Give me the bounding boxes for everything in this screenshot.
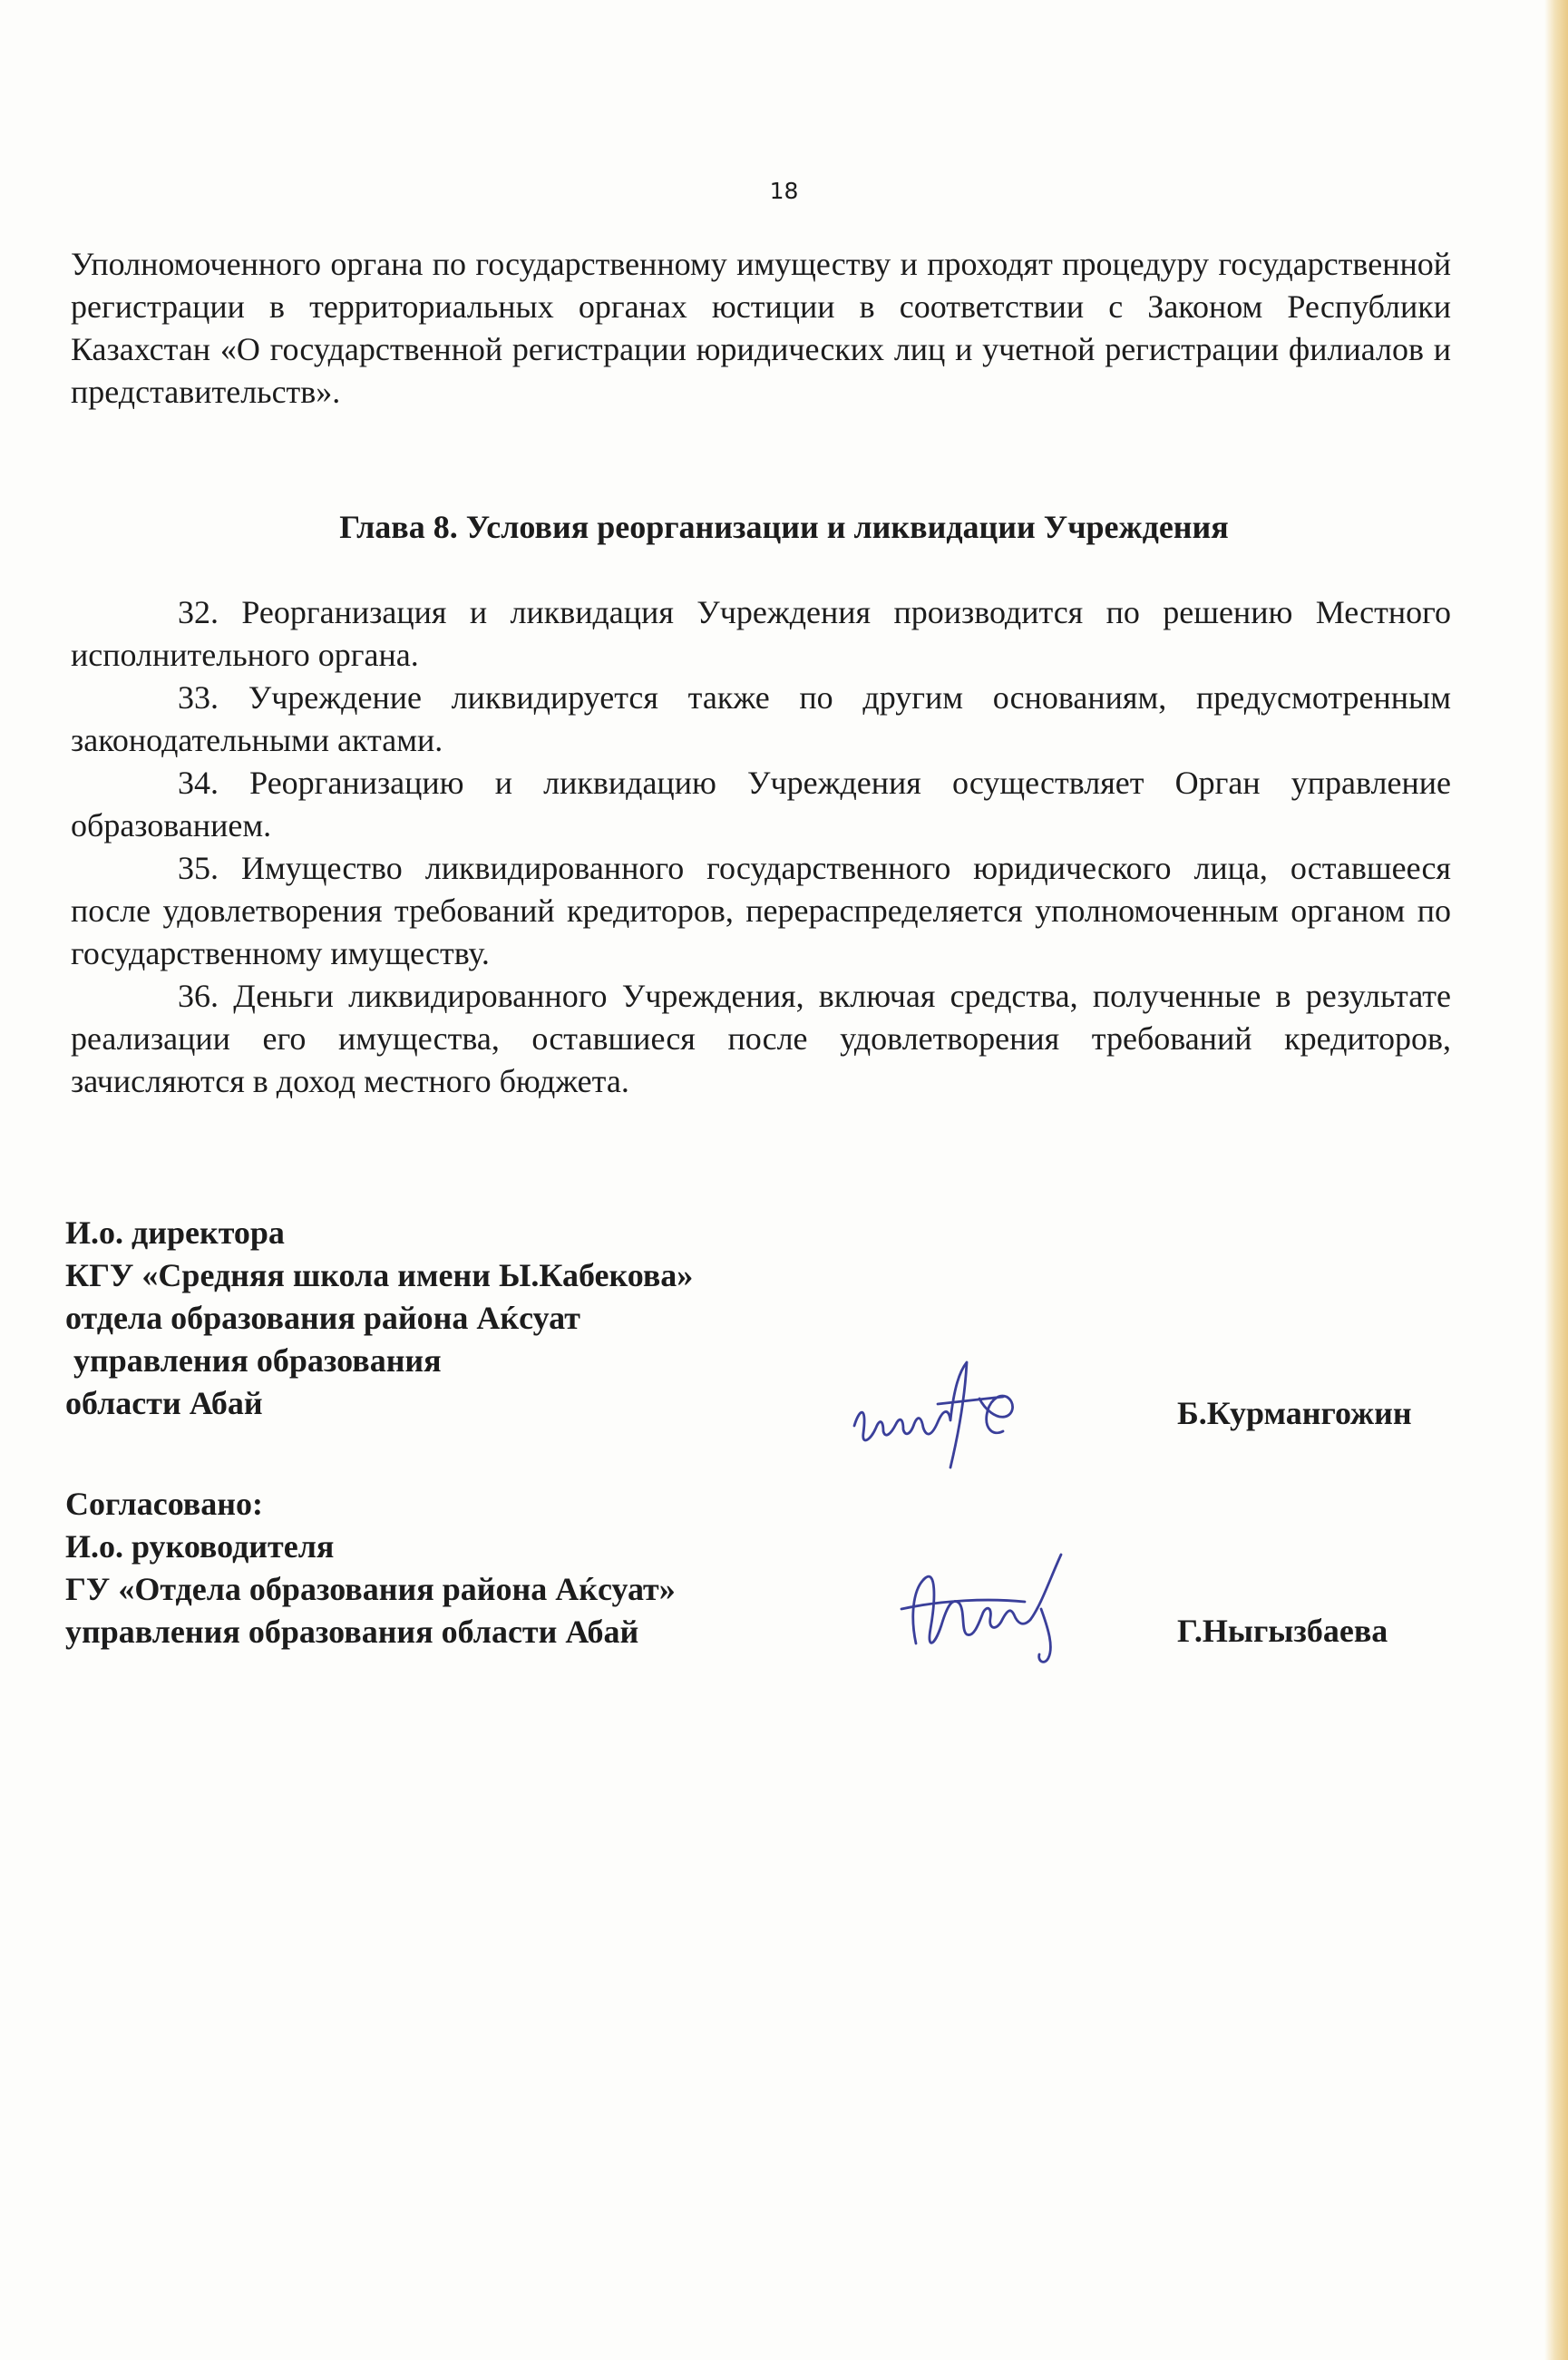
page-number: 18 (769, 178, 799, 204)
approval-title: И.о. руководителя (65, 1528, 335, 1565)
clause-33: 33. Учреждение ликвидируется также по другим основаниям, предусмотренным законодательными актами. (71, 679, 1451, 758)
director-dept: отдела образования района Аќсуат (65, 1300, 580, 1336)
clause-34: 34. Реорганизацию и ликвидацию Учреждения осуществляет Орган управление образованием. (71, 765, 1451, 844)
intro-paragraph (71, 243, 1451, 414)
director-admin: управления образования (65, 1342, 442, 1379)
director-title: И.о. директора (65, 1214, 285, 1251)
director-region: области Абай (65, 1385, 263, 1421)
approval-block (65, 1483, 676, 1653)
clauses-list (71, 591, 1451, 1103)
director-signature (843, 1351, 1043, 1478)
chapter-title: Глава 8. Условия реорганизации и ликвидации Учреждения (339, 509, 1229, 545)
intro-paragraph-text: Уполномоченного органа по государственному имуществу и проходят процедуру государственной регистрации в территориальных органах юстиции в соответствии с Законом Республики Казахстан «О государственной регистрации юридических лиц и учетной регистрации филиалов и представительств». (71, 246, 1451, 410)
director-block (65, 1212, 693, 1425)
approval-org: ГУ «Отдела образования района Аќсуат» (65, 1571, 676, 1607)
clause-32: 32. Реорганизация и ликвидация Учреждения производится по решению Местного исполнительного органа. (71, 594, 1451, 673)
approval-name: Г.Ныгызбаева (1177, 1613, 1388, 1649)
approval-label: Согласовано: (65, 1486, 263, 1522)
director-name: Б.Курмангожин (1177, 1395, 1412, 1431)
director-org: КГУ «Средняя школа имени Ы.Кабекова» (65, 1257, 694, 1293)
approval-signature (889, 1542, 1097, 1678)
clause-35: 35. Имущество ликвидированного государственного юридического лица, оставшееся после удовлетворения требований кредиторов, перераспределяется уполномоченным органом по государственному имуществу. (71, 850, 1451, 971)
clause-36: 36. Деньги ликвидированного Учреждения, включая средства, полученные в результате реализации его имущества, оставшиеся после удовлетворения требований кредиторов, зачисляются в доход местного бюджета. (71, 978, 1451, 1099)
approval-dept: управления образования области Абай (65, 1614, 639, 1650)
page-edge-shadow (1544, 0, 1568, 2360)
